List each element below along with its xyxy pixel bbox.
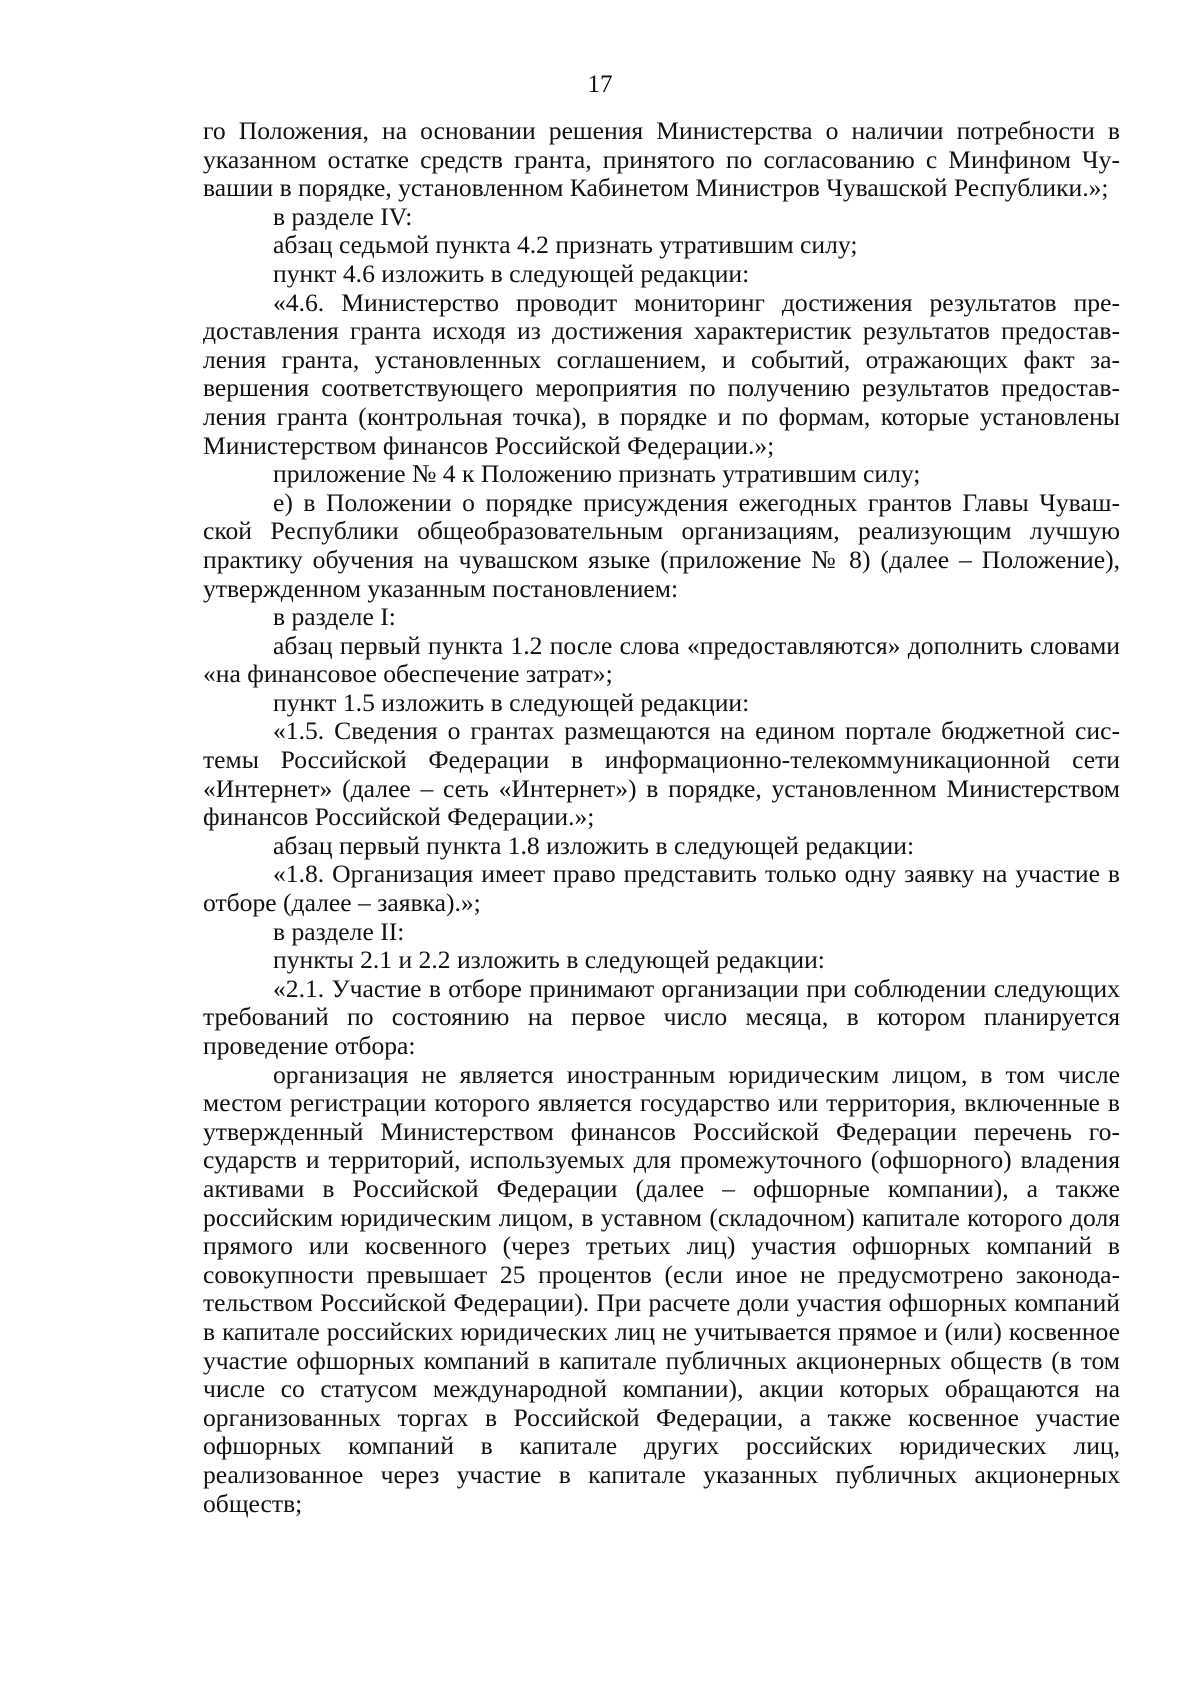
paragraph: е) в Положении о порядке присуждения ежегодных грантов Главы Чувашской Республики общеобразовательным организациям, реализующим лучшую практику обучения на чувашском языке (приложение № 8) (далее – Положение), утвержденном указанным постановлением: — [203, 487, 1120, 603]
paragraph: «4.6. Министерство проводит мониторинг достижения результатов предоставления гранта исходя из достижения характеристик результатов предоставления гранта, установленных соглашением, и событий, отражающих факт завершения соответствующего мероприятия по получению результатов предоставления гранта (контрольная точка), в порядке и по формам, которые установлены Министерством финансов Российской Федерации.»; — [203, 287, 1120, 460]
paragraph: приложение № 4 к Положению признать утратившим силу; — [273, 459, 921, 489]
paragraph: «1.8. Организация имеет право представить только одну заявку на участие в отборе (далее – заявка).»; — [203, 859, 1120, 918]
document-body — [203, 117, 1120, 1518]
paragraph: абзац седьмой пункта 4.2 признать утратившим силу; — [273, 230, 858, 260]
paragraph: «2.1. Участие в отборе принимают организации при соблюдении следующих требований по состоянию на первое число месяца, в котором планируется проведение отбора: — [203, 973, 1120, 1060]
paragraph: пункты 2.1 и 2.2 изложить в следующей редакции: — [273, 945, 825, 975]
page-number: 17 — [587, 71, 613, 98]
paragraph: в разделе IV: — [273, 201, 413, 231]
paragraph: организация не является иностранным юридическим лицом, в том числе местом регистрации которого является государство или территория, включенные в утвержденный Министерством финансов Российской Федерации перечень государств и территорий, используемых для промежуточного (офшорного) владения активами в Российской Федерации (далее – офшорные компании), а также российским юридическим лицом, в уставном (складочном) капитале которого доля прямого или косвенного (через третьих лиц) участия офшорных компаний в совокупности превышает 25 процентов (если иное не предусмотрено законодательством Российской Федерации). При расчете доли участия офшорных компаний в капитале российских юридических лиц не учитывается прямое и (или) косвенное участие офшорных компаний в капитале публичных акционерных обществ (в том числе со статусом международной компании), акции которых обращаются на организованных торгах в Российской Федерации, а также косвенное участие офшорных компаний в капитале других российских юридических лиц, реализованное через участие в капитале указанных публичных акционерных обществ; — [203, 1059, 1120, 1518]
paragraph: в разделе I: — [273, 602, 396, 632]
paragraph: в разделе II: — [273, 916, 405, 946]
paragraph: пункт 1.5 изложить в следующей редакции: — [273, 687, 750, 717]
paragraph: «1.5. Сведения о грантах размещаются на едином портале бюджетной системы Российской Федерации в информационно-телекоммуникационной сети «Интернет» (далее – сеть «Интернет») в порядке, установленном Министерством финансов Российской Федерации.»; — [203, 716, 1120, 832]
paragraph: абзац первый пункта 1.2 после слова «предоставляются» дополнить словами «на финансовое обеспечение затрат»; — [203, 630, 1120, 689]
paragraph: пункт 4.6 изложить в следующей редакции: — [273, 258, 750, 288]
paragraph: абзац первый пункта 1.8 изложить в следующей редакции: — [273, 830, 915, 860]
paragraph: го Положения, на основании решения Министерства о наличии потребности в указанном остатке средств гранта, принятого по согласованию с Минфином Чувашии в порядке, установленном Кабинетом Министров Чувашской Республики.»; — [203, 116, 1120, 203]
